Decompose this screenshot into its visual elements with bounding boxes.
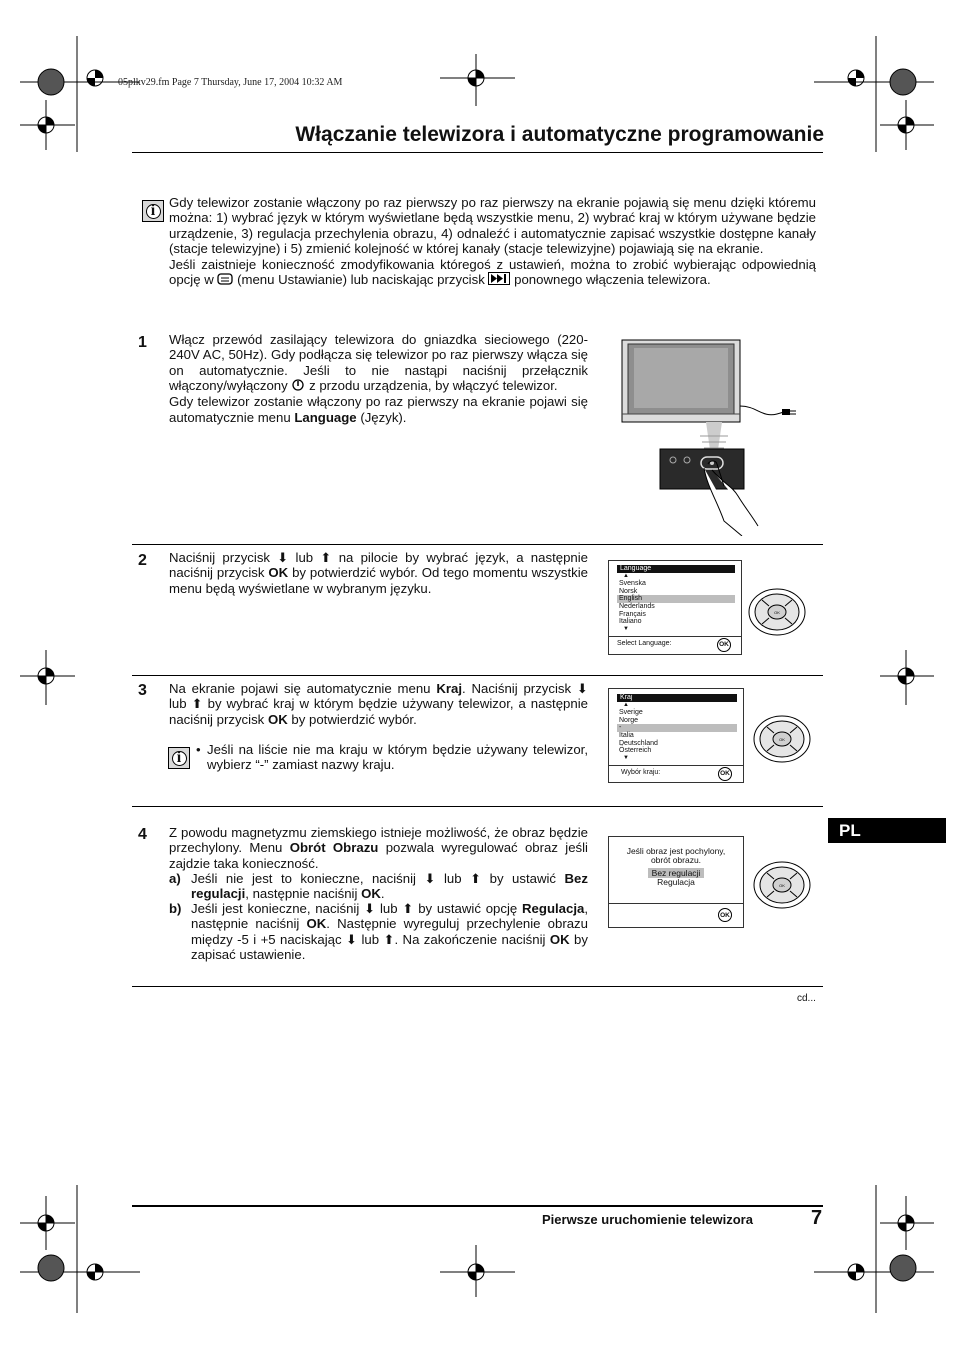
step-1-text bbox=[169, 332, 588, 425]
language-option-item[interactable]: English bbox=[617, 595, 735, 603]
scroll-down-icon: ▼ bbox=[623, 625, 629, 632]
step-divider bbox=[132, 544, 823, 545]
step-2-text-3: na pilocie by wybrać język, a następnie naciśnij przycisk bbox=[169, 550, 589, 581]
step-4-number: 4 bbox=[138, 826, 147, 843]
step-1-text-b: z przodu urządzenia, by włączyć telewizor. bbox=[309, 378, 558, 394]
language-list bbox=[617, 580, 735, 626]
step-3-text bbox=[169, 681, 588, 727]
intro-paragraph-1: Gdy telewizor zostanie włączony po raz pierwszy po raz pierwszy na ekranie pojawią się menu dzięki któremu można: 1) wybrać język w którym wyświetlane będą wszystkie menu, 2) wybrać kraj w którym używane będzie urządzenie, 3) regulacja przechylenia obrazu, 4) odnaleźć i automatycznie zapisać wszystkie dostępne kanały (stacje telewizyjne) i 5) zmienić kolejność w której kanały (stacje telewizyjne) pojawiają się na ekranie. bbox=[169, 195, 816, 257]
ok-label: OK bbox=[268, 565, 289, 581]
scroll-up-icon: ▲ bbox=[623, 572, 629, 579]
ok-label: OK bbox=[361, 886, 381, 902]
tv-illustration bbox=[612, 336, 802, 536]
scroll-down-icon: ▼ bbox=[623, 754, 629, 761]
up-arrow-icon: ⬆ bbox=[383, 931, 395, 947]
intro-paragraph-2b: (menu Ustawianie) lub naciskając przycisk bbox=[237, 272, 485, 288]
option-b-text-5: . Następnie wyreguluj przechylenie obrazu między -5 i +5 naciskając bbox=[191, 916, 588, 947]
ok-label: OK bbox=[267, 711, 288, 727]
country-option-item[interactable]: - bbox=[617, 724, 737, 732]
step-1-text-c: Gdy telewizor zostanie włączony po raz pierwszy na ekranie pojawi się automatycznie menu bbox=[169, 394, 588, 425]
up-arrow-icon: ⬆ bbox=[320, 550, 332, 565]
step-2-number: 2 bbox=[138, 552, 147, 569]
step-2-text-1: Naciśnij przycisk bbox=[169, 550, 271, 565]
step-2-text-4: by potwierdzić wybór. Od tego momentu wszystkie menu będą wyświetlane w wybranym języku. bbox=[169, 565, 589, 596]
remote-dpad-icon bbox=[752, 860, 812, 910]
option-b-text-4: , następnie naciśnij bbox=[191, 901, 589, 932]
option-a-text-3: by ustawić bbox=[489, 871, 557, 886]
language-option-item[interactable]: Italiano bbox=[619, 618, 642, 626]
power-icon bbox=[291, 379, 305, 394]
down-arrow-icon: ⬇ bbox=[364, 901, 376, 916]
up-arrow-icon: ⬆ bbox=[402, 901, 414, 916]
intro-paragraph-2a: Jeśli zaistnieje konieczność zmodyfikowania któregoś z ustawień, można to zrobić wybierając odpowiednią opcję w bbox=[169, 256, 816, 288]
language-option-item[interactable]: Français bbox=[619, 610, 646, 618]
up-arrow-icon: ⬆ bbox=[470, 871, 482, 886]
title-rule bbox=[132, 152, 823, 153]
regulacja-label: Regulacja bbox=[522, 901, 585, 916]
option-b-text-1: Jeśli jest konieczne, naciśnij bbox=[191, 901, 360, 916]
step-4-text-1: Z powodu magnetyzmu ziemskiego istnieje możliwość, że obraz będzie przechylony. Menu bbox=[169, 825, 588, 856]
option-b-text-3: by ustawić opcję bbox=[418, 901, 518, 916]
country-list bbox=[617, 709, 737, 755]
language-tab: PL bbox=[828, 818, 946, 843]
down-arrow-icon: ⬇ bbox=[424, 871, 436, 886]
step-4-option-b bbox=[169, 901, 588, 963]
remote-dpad-icon bbox=[752, 714, 812, 764]
intro-text bbox=[169, 195, 816, 289]
country-menu-title: Kraj bbox=[617, 694, 737, 702]
page-title: Włączanie telewizora i automatyczne programowanie bbox=[295, 123, 824, 146]
fast-forward-button-icon bbox=[488, 272, 510, 288]
option-b-text-6: lub bbox=[361, 931, 380, 947]
info-icon: i bbox=[142, 200, 164, 222]
step-divider bbox=[132, 986, 823, 987]
obrot-obrazu-label: Obrót Obrazu bbox=[289, 840, 379, 856]
step-1-text-c-end: (Język). bbox=[360, 409, 407, 425]
option-b-label: b) bbox=[169, 901, 182, 916]
footer-section-title: Pierwsze uruchomienie telewizora bbox=[542, 1212, 753, 1227]
intro-paragraph-2c: ponownego włączenia telewizora. bbox=[514, 272, 711, 288]
language-menu bbox=[608, 560, 742, 655]
option-b-text-2: lub bbox=[379, 901, 398, 916]
step-3-text-4: by wybrać kraj w którym będzie używany telewizor, a następnie naciśnij przycisk bbox=[169, 696, 588, 727]
country-option-item[interactable]: Österreich bbox=[619, 747, 652, 755]
rotation-menu-line-1: Jeśli obraz jest pochylony, bbox=[626, 846, 726, 856]
down-arrow-icon: ⬇ bbox=[277, 550, 289, 565]
step-4-option-a: a) Jeśli nie jest to konieczne, naciśnij ⬇ lub ⬆ by ustawić Bez regulacji, następnie naciśnij OK. bbox=[169, 871, 588, 902]
picture-rotation-menu bbox=[608, 836, 744, 928]
language-menu-footer: Select Language: bbox=[617, 640, 672, 647]
step-divider bbox=[132, 806, 823, 807]
option-b-text-7: . Na zakończenie naciśnij bbox=[394, 931, 546, 947]
language-label: Language bbox=[294, 409, 357, 425]
page-number: 7 bbox=[811, 1207, 823, 1229]
option-a-text-1: Jeśli nie jest to konieczne, naciśnij bbox=[191, 871, 416, 886]
scroll-up-icon: ▲ bbox=[623, 701, 629, 708]
country-menu bbox=[608, 688, 744, 783]
ok-button-icon: OK bbox=[718, 908, 732, 922]
step-4-text bbox=[169, 825, 588, 871]
ok-label: OK bbox=[549, 931, 570, 947]
language-option-item[interactable]: Nederlands bbox=[619, 602, 655, 610]
rotation-menu-line-2: obrót obrazu. bbox=[650, 855, 702, 865]
language-menu-title: Language bbox=[617, 565, 735, 573]
step-1-number: 1 bbox=[138, 334, 147, 351]
option-a-label: a) bbox=[169, 871, 181, 886]
down-arrow-icon: ⬇ bbox=[345, 931, 358, 947]
step-3-note bbox=[196, 742, 588, 773]
svg-text:OK: OK bbox=[779, 737, 785, 742]
country-menu-footer: Wybór kraju: bbox=[621, 769, 661, 776]
continued-label: cd... bbox=[797, 993, 816, 1004]
step-1-text-a: Włącz przewód zasilający telewizora do gniazdka sieciowego (220-240V AC, 50Hz). Gdy podłącza się telewizor po raz pierwszy włącza się on automatycznie. Jeśli to nie nastąpi naciśnij przełącznik włączony/wyłączony bbox=[169, 332, 588, 394]
rotation-option-bez-regulacji: Bez regulacji bbox=[648, 868, 705, 878]
step-3-note-text: Jeśli na liście nie ma kraju w którym będzie używany telewizor, wybierz “-” zamiast nazwy kraju. bbox=[207, 742, 588, 773]
step-2-text bbox=[169, 550, 588, 596]
option-b-text-8: by zapisać ustawienie. bbox=[191, 931, 588, 963]
ok-button-icon: OK bbox=[718, 767, 732, 781]
svg-text:OK: OK bbox=[779, 883, 785, 888]
option-a-text-4: , następnie naciśnij bbox=[245, 886, 358, 902]
country-option-item[interactable]: Deutschland bbox=[619, 739, 658, 747]
svg-text:OK: OK bbox=[774, 610, 780, 615]
step-divider bbox=[132, 675, 823, 676]
bullet: • bbox=[196, 742, 201, 757]
remote-dpad-icon bbox=[747, 587, 807, 637]
option-a-text-2: lub bbox=[443, 871, 462, 886]
ok-button-icon: OK bbox=[717, 638, 731, 652]
bez-regulacji-label: Bez regulacji bbox=[191, 871, 588, 902]
footer-rule bbox=[132, 1205, 823, 1207]
step-3-text-3: lub bbox=[169, 696, 187, 712]
step-2-text-2: lub bbox=[295, 550, 314, 565]
step-3-text-2: . Naciśnij przycisk bbox=[461, 681, 572, 696]
down-arrow-icon: ⬇ bbox=[576, 681, 588, 696]
rotation-option-regulacja: Regulacja bbox=[657, 877, 695, 887]
step-3-text-5: by potwierdzić wybór. bbox=[291, 711, 417, 727]
language-option-item[interactable]: Svenska bbox=[619, 580, 646, 588]
ok-label: OK bbox=[306, 916, 327, 932]
country-option-item[interactable]: Sverige bbox=[619, 709, 643, 717]
country-option-item[interactable]: Italia bbox=[619, 731, 634, 739]
setup-menu-icon bbox=[217, 272, 233, 288]
step-3-number: 3 bbox=[138, 682, 147, 699]
step-3-text-1: Na ekranie pojawi się automatycznie menu bbox=[169, 681, 431, 696]
info-icon: i bbox=[168, 747, 190, 769]
country-option-item[interactable]: Norge bbox=[619, 716, 639, 724]
up-arrow-icon: ⬆ bbox=[191, 696, 203, 712]
language-option-item[interactable]: Norsk bbox=[619, 587, 638, 595]
file-info: 05plkv29.fm Page 7 Thursday, June 17, 2004 10:32 AM bbox=[118, 77, 343, 88]
kraj-label: Kraj bbox=[436, 681, 462, 696]
step-4-text-2: pozwala wyregulować obraz jeśli zajdzie taka konieczność. bbox=[169, 840, 588, 871]
